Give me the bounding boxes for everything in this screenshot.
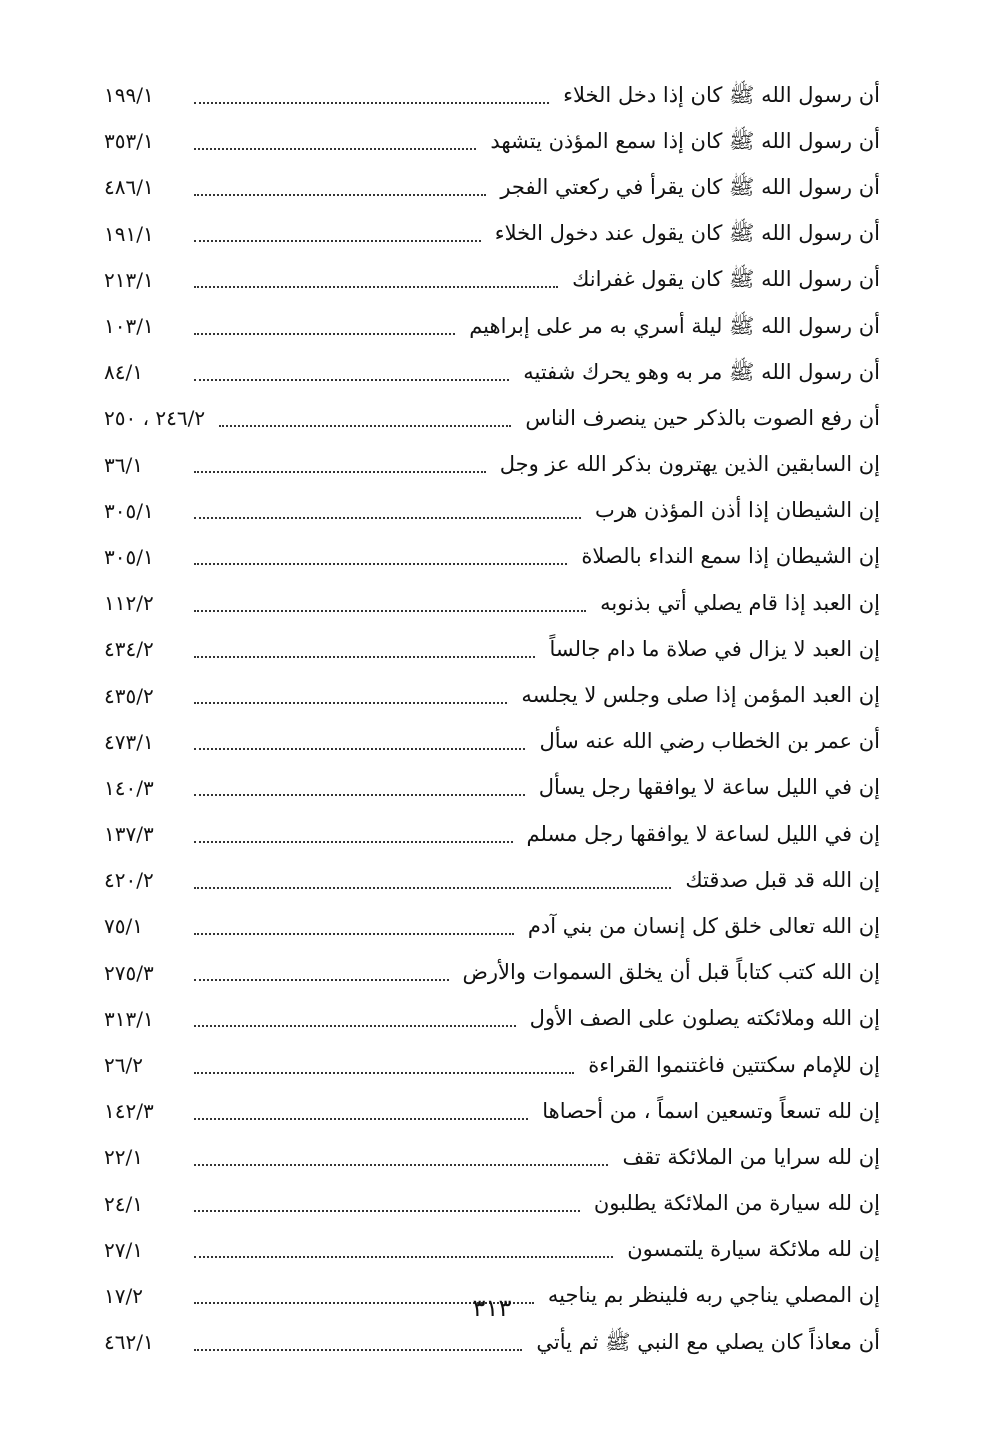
entry-reference: ٢٧/١: [104, 1237, 143, 1262]
index-entry: [104, 1181, 880, 1227]
dot-leader: [194, 978, 449, 981]
index-entry: [104, 857, 880, 903]
entry-reference: ٣٠٥/١: [104, 544, 154, 569]
entry-text: إن لله ملائكة سيارة يلتمسون: [627, 1237, 880, 1262]
entry-reference: ١٤٠/٣: [104, 775, 154, 800]
entry-reference: ٢٢/١: [104, 1145, 143, 1170]
dot-leader: [194, 655, 535, 658]
index-entry: [104, 72, 880, 118]
dot-leader: [194, 285, 558, 288]
dot-leader: [194, 193, 486, 196]
entry-reference: ٤٧٣/١: [104, 729, 154, 754]
entry-text: إن لله تسعاً وتسعين اسماً ، من أحصاها: [542, 1098, 880, 1123]
dot-leader: [194, 1163, 608, 1166]
entry-reference: ١٣٧/٣: [104, 822, 154, 847]
dot-leader: [194, 886, 671, 889]
entry-reference: ٤٣٥/٢: [104, 683, 154, 708]
index-entry: [104, 1134, 880, 1180]
entry-text: إن الشيطان إذا سمع النداء بالصلاة: [581, 544, 880, 569]
entry-text: أن رسول الله ﷺ كان يقرأ في ركعتي الفجر: [500, 174, 880, 199]
index-entry: [104, 1227, 880, 1273]
index-entry: [104, 765, 880, 811]
entry-text: إن الله قد قبل صدقتك: [685, 867, 880, 892]
index-entry: [104, 118, 880, 164]
entry-reference: ٢٦/٢: [104, 1053, 143, 1078]
entry-reference: ١٤٢/٣: [104, 1099, 154, 1124]
index-entry: [104, 950, 880, 996]
entry-text: إن العبد المؤمن إذا صلى وجلس لا يجلسه: [521, 683, 880, 708]
dot-leader: [219, 424, 511, 427]
entry-reference: ٢٧٥/٣: [104, 960, 154, 985]
entry-text: إن في الليل لساعة لا يوافقها رجل مسلم: [526, 821, 880, 846]
index-entry: [104, 811, 880, 857]
entry-reference: ١٩١/١: [104, 221, 154, 246]
entry-text: أن رسول الله ﷺ كان إذا سمع المؤذن يتشهد: [490, 128, 880, 153]
entry-text: إن العبد إذا قام يصلي أتي بذنوبه: [600, 590, 880, 615]
entry-reference: ٣٦/١: [104, 452, 143, 477]
index-entry: [104, 534, 880, 580]
dot-leader: [194, 378, 509, 381]
entry-reference: ١٧/٢: [104, 1283, 143, 1308]
dot-leader: [194, 516, 581, 519]
dot-leader: [194, 932, 514, 935]
dot-leader: [194, 1117, 528, 1120]
entry-text: إن الله كتب كتاباً قبل أن يخلق السموات والأرض: [462, 960, 880, 985]
dot-leader: [194, 1024, 516, 1027]
index-entry: [104, 303, 880, 349]
dot-leader: [194, 1209, 580, 1212]
entry-text: إن للإمام سكتتين فاغتنموا القراءة: [588, 1052, 880, 1077]
entry-text: أن رفع الصوت بالذكر حين ينصرف الناس: [525, 405, 880, 430]
entry-reference: ١١٢/٢: [104, 591, 154, 616]
entry-text: إن الله وملائكته يصلون على الصف الأول: [529, 1006, 880, 1031]
dot-leader: [194, 1071, 574, 1074]
index-entry: [104, 580, 880, 626]
dot-leader: [194, 332, 455, 335]
entry-text: إن في الليل ساعة لا يوافقها رجل يسأل: [538, 775, 880, 800]
entry-reference: ٤٢٠/٢: [104, 868, 154, 893]
entry-reference: ٢٤/١: [104, 1191, 143, 1216]
entry-text: إن السابقين الذين يهترون بذكر الله عز وجل: [499, 452, 880, 477]
entry-text: أن رسول الله ﷺ مر به وهو يحرك شفتيه: [523, 359, 880, 384]
entry-text: أن رسول الله ﷺ كان إذا دخل الخلاء: [563, 82, 880, 107]
dot-leader: [194, 470, 486, 473]
entry-reference: ١٩٩/١: [104, 83, 154, 108]
page-number: ٣١٣: [472, 1294, 512, 1322]
dot-leader: [194, 701, 507, 704]
index-entry: [104, 626, 880, 672]
index-entry: [104, 903, 880, 949]
entry-reference: ٢١٣/١: [104, 267, 154, 292]
dot-leader: [194, 239, 481, 242]
dot-leader: [194, 147, 476, 150]
index-entry: [104, 257, 880, 303]
entry-text: أن عمر بن الخطاب رضي الله عنه سأل: [539, 729, 880, 754]
index-entry: [104, 1319, 880, 1365]
dot-leader: [194, 1255, 613, 1258]
index-entry: [104, 1042, 880, 1088]
entry-text: إن لله سرايا من الملائكة تقف: [622, 1144, 880, 1169]
index-entry: [104, 488, 880, 534]
entry-reference: ٣٥٣/١: [104, 129, 154, 154]
dot-leader: [194, 609, 586, 612]
entry-text: أن رسول الله ﷺ ليلة أسري به مر على إبراهيم: [469, 313, 880, 338]
dot-leader: [194, 747, 525, 750]
dot-leader: [194, 793, 525, 796]
entry-text: أن رسول الله ﷺ كان يقول عند دخول الخلاء: [494, 221, 880, 246]
index-entry: [104, 1088, 880, 1134]
entry-text: إن العبد لا يزال في صلاة ما دام جالساً: [549, 636, 880, 661]
entry-reference: ٨٤/١: [104, 360, 143, 385]
entry-reference: ٤٨٦/١: [104, 175, 154, 200]
entry-text: إن الشيطان إذا أذن المؤذن هرب: [594, 498, 880, 523]
hadith-index-list: [104, 72, 880, 1365]
entry-text: أن معاذاً كان يصلي مع النبي ﷺ ثم يأتي: [536, 1329, 880, 1354]
index-entry: [104, 211, 880, 257]
entry-text: إن لله سيارة من الملائكة يطلبون: [593, 1191, 880, 1216]
index-entry: [104, 442, 880, 488]
entry-reference: ٧٥/١: [104, 914, 143, 939]
entry-text: أن رسول الله ﷺ كان يقول غفرانك: [572, 267, 880, 292]
entry-text: إن الله تعالى خلق كل إنسان من بني آدم: [527, 913, 880, 938]
index-entry: [104, 719, 880, 765]
entry-reference: ٢٤٦/٢ ، ٢٥٠: [104, 406, 206, 431]
dot-leader: [194, 562, 567, 565]
dot-leader: [194, 840, 513, 843]
dot-leader: [194, 1348, 522, 1351]
entry-reference: ١٠٣/١: [104, 314, 154, 339]
index-entry: [104, 349, 880, 395]
dot-leader: [194, 101, 549, 104]
entry-reference: ٤٦٢/١: [104, 1330, 154, 1355]
entry-reference: ٣١٣/١: [104, 1006, 154, 1031]
entry-text: إن المصلي يناجي ربه فلينظر بم يناجيه: [547, 1283, 880, 1308]
index-entry: [104, 164, 880, 210]
index-entry: [104, 996, 880, 1042]
entry-reference: ٤٣٤/٢: [104, 637, 154, 662]
index-entry: [104, 395, 880, 441]
index-entry: [104, 672, 880, 718]
entry-reference: ٣٠٥/١: [104, 498, 154, 523]
